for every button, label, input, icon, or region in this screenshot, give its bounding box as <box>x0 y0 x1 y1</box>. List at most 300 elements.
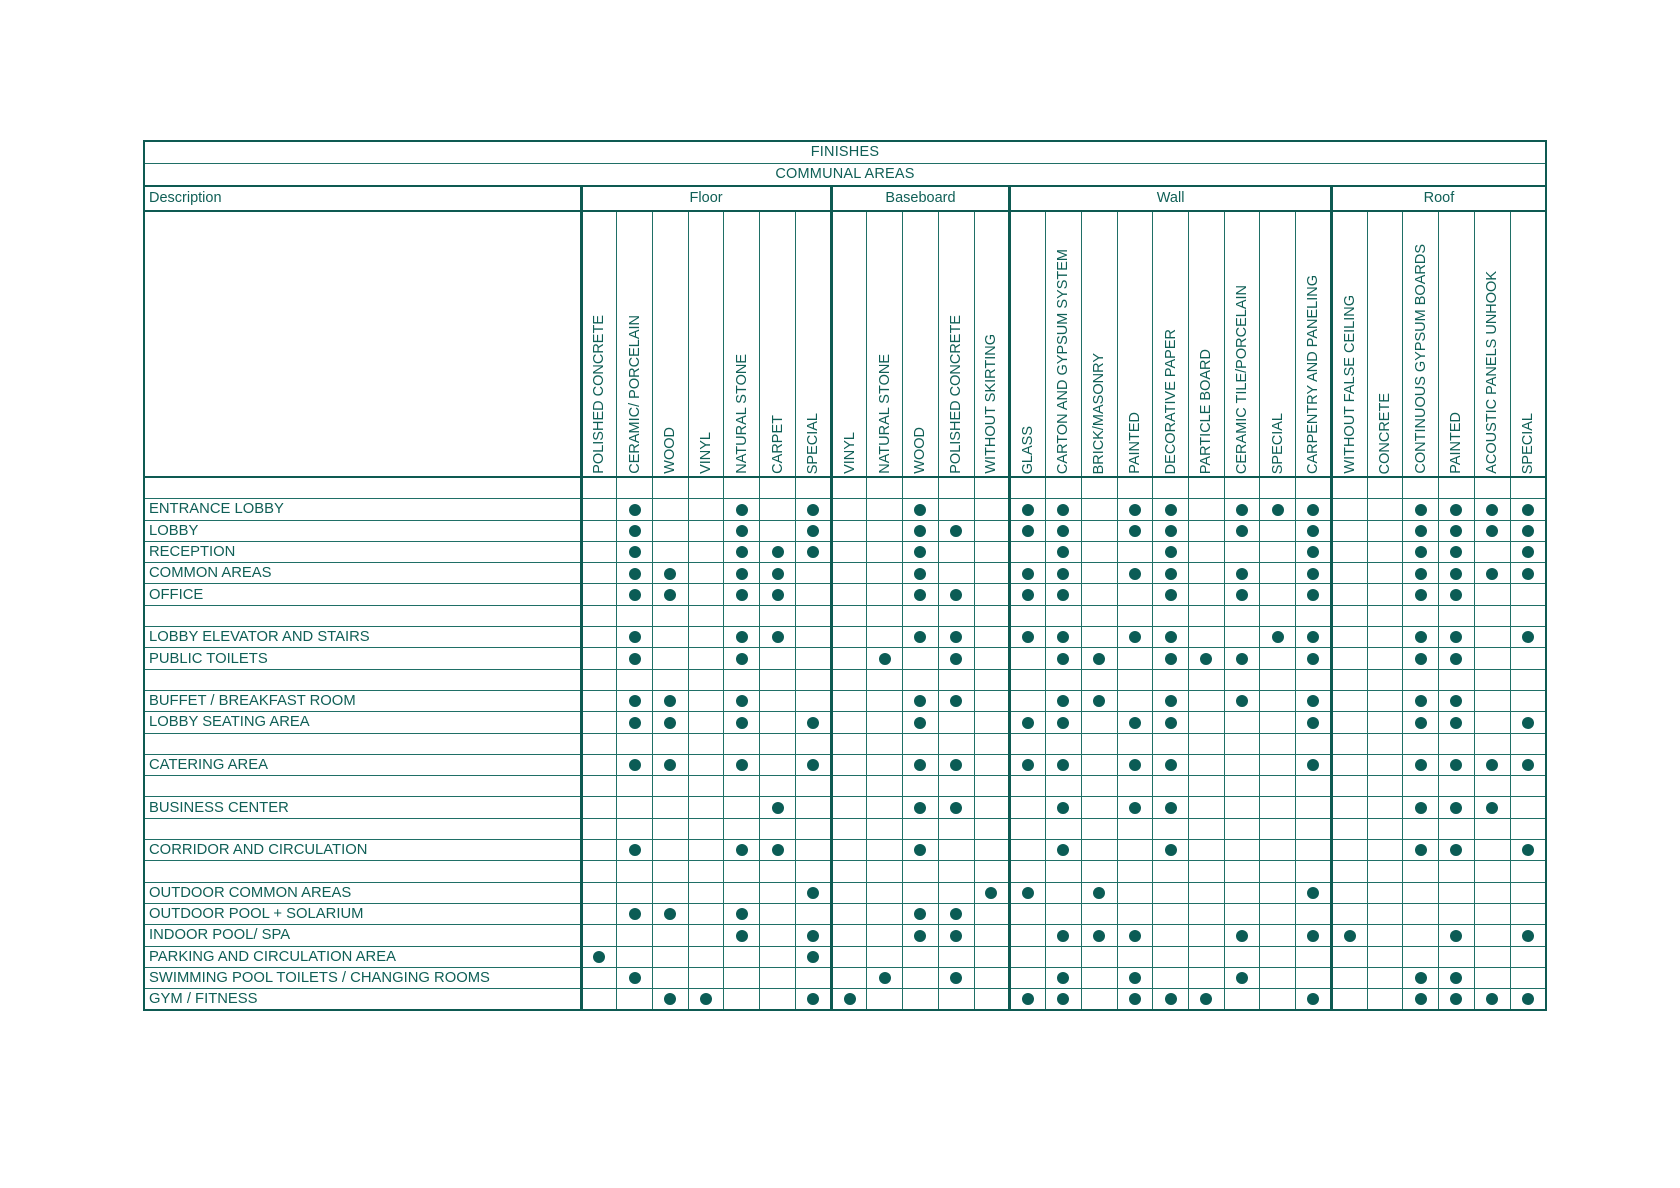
finish-cell <box>1046 797 1082 818</box>
finish-cell <box>1331 690 1367 711</box>
dot-marker-icon <box>1450 653 1462 665</box>
finish-cell <box>974 477 1010 499</box>
dot-marker-icon <box>1129 525 1141 537</box>
row-description <box>144 733 581 754</box>
finish-cell <box>724 989 760 1011</box>
finish-cell <box>1117 520 1153 541</box>
finish-cell <box>760 840 796 861</box>
finish-cell <box>1474 967 1510 988</box>
finish-cell <box>795 541 831 562</box>
finish-cell <box>1224 882 1260 903</box>
finish-cell <box>1403 989 1439 1011</box>
finish-cell <box>1296 925 1332 946</box>
finish-cell <box>974 733 1010 754</box>
finish-cell <box>1260 712 1296 733</box>
finish-cell <box>974 861 1010 882</box>
dot-marker-icon <box>950 653 962 665</box>
column-header <box>1153 211 1189 477</box>
dot-marker-icon <box>1307 993 1319 1005</box>
dot-marker-icon <box>629 717 641 729</box>
finish-cell <box>581 690 617 711</box>
finish-cell <box>1046 733 1082 754</box>
finish-cell <box>1117 882 1153 903</box>
finish-cell <box>1439 541 1475 562</box>
finish-cell <box>760 499 796 520</box>
finish-cell <box>652 861 688 882</box>
dot-marker-icon <box>1129 759 1141 771</box>
finish-cell <box>688 967 724 988</box>
column-header <box>1188 211 1224 477</box>
row-description: OUTDOOR POOL + SOLARIUM <box>144 903 581 924</box>
table-subtitle: COMMUNAL AREAS <box>144 164 1546 187</box>
finish-cell <box>1224 754 1260 775</box>
finish-cell <box>1046 541 1082 562</box>
dot-marker-icon <box>1307 695 1319 707</box>
dot-marker-icon <box>1022 504 1034 516</box>
finish-cell <box>1188 584 1224 605</box>
finish-cell <box>1367 690 1403 711</box>
finish-cell <box>1153 712 1189 733</box>
finish-cell <box>1331 861 1367 882</box>
finish-cell <box>974 584 1010 605</box>
finish-cell <box>1510 563 1546 584</box>
finish-cell <box>688 563 724 584</box>
dot-marker-icon <box>1450 525 1462 537</box>
finish-cell <box>1260 733 1296 754</box>
dot-marker-icon <box>1307 525 1319 537</box>
dot-marker-icon <box>736 908 748 920</box>
finish-cell <box>688 648 724 669</box>
dot-marker-icon <box>1200 993 1212 1005</box>
finish-cell <box>1260 903 1296 924</box>
finish-cell <box>795 690 831 711</box>
row-description: CATERING AREA <box>144 754 581 775</box>
finish-cell <box>652 967 688 988</box>
finish-cell <box>1439 840 1475 861</box>
column-header-label: DECORATIVE PAPER <box>1162 328 1179 474</box>
table-row <box>144 925 1546 946</box>
finish-cell <box>724 840 760 861</box>
finish-cell <box>617 967 653 988</box>
column-header-label: WITHOUT FALSE CEILING <box>1341 295 1358 474</box>
finish-cell <box>1474 648 1510 669</box>
finish-cell <box>795 776 831 797</box>
finish-cell <box>1403 946 1439 967</box>
dot-marker-icon <box>1486 568 1498 580</box>
finish-cell <box>652 925 688 946</box>
dot-marker-icon <box>1486 993 1498 1005</box>
finish-cell <box>1188 967 1224 988</box>
spacer-row <box>144 861 1546 882</box>
finish-cell <box>1046 584 1082 605</box>
finish-cell <box>1081 584 1117 605</box>
column-header <box>652 211 688 477</box>
finish-cell <box>617 818 653 839</box>
dot-marker-icon <box>807 887 819 899</box>
finish-cell <box>1296 563 1332 584</box>
dot-marker-icon <box>807 951 819 963</box>
finish-cell <box>581 967 617 988</box>
finish-cell <box>1117 733 1153 754</box>
dot-marker-icon <box>664 908 676 920</box>
finish-cell <box>1510 669 1546 690</box>
dot-marker-icon <box>736 504 748 516</box>
finish-cell <box>1224 989 1260 1011</box>
finish-cell <box>1510 648 1546 669</box>
finish-cell <box>1474 861 1510 882</box>
finish-cell <box>795 967 831 988</box>
finish-cell <box>1153 840 1189 861</box>
finish-cell <box>1510 520 1546 541</box>
column-header <box>1296 211 1332 477</box>
finish-cell <box>1296 477 1332 499</box>
finish-cell <box>1046 946 1082 967</box>
dot-marker-icon <box>1165 525 1177 537</box>
finish-cell <box>688 733 724 754</box>
finish-cell <box>1510 903 1546 924</box>
finish-cell <box>795 925 831 946</box>
finish-cell <box>1081 690 1117 711</box>
finish-cell <box>1403 669 1439 690</box>
finish-cell <box>795 733 831 754</box>
finish-cell <box>1474 669 1510 690</box>
finish-cell <box>1474 903 1510 924</box>
finish-cell <box>1081 733 1117 754</box>
finish-cell <box>1117 776 1153 797</box>
column-header <box>1117 211 1153 477</box>
finish-cell <box>795 946 831 967</box>
finish-cell <box>974 818 1010 839</box>
dot-marker-icon <box>1450 993 1462 1005</box>
finish-cell <box>1474 946 1510 967</box>
finish-cell <box>1367 861 1403 882</box>
row-description <box>144 818 581 839</box>
dot-marker-icon <box>1522 546 1534 558</box>
dot-marker-icon <box>1450 717 1462 729</box>
dot-marker-icon <box>1307 568 1319 580</box>
finish-cell <box>1117 967 1153 988</box>
finish-cell <box>688 520 724 541</box>
dot-marker-icon <box>1057 589 1069 601</box>
finish-cell <box>688 669 724 690</box>
column-header-label: NATURAL STONE <box>733 354 750 474</box>
finish-cell <box>1224 648 1260 669</box>
finish-cell <box>974 967 1010 988</box>
finish-cell <box>1296 861 1332 882</box>
finish-cell <box>1010 733 1046 754</box>
finish-cell <box>1081 520 1117 541</box>
finish-cell <box>1367 733 1403 754</box>
finish-cell <box>581 669 617 690</box>
dot-marker-icon <box>1307 759 1319 771</box>
finish-cell <box>974 712 1010 733</box>
finish-cell <box>760 882 796 903</box>
finish-cell <box>1331 584 1367 605</box>
finish-cell <box>617 754 653 775</box>
finish-cell <box>724 882 760 903</box>
dot-marker-icon <box>629 546 641 558</box>
dot-marker-icon <box>1093 653 1105 665</box>
finish-cell <box>1010 818 1046 839</box>
dot-marker-icon <box>1165 695 1177 707</box>
finish-cell <box>1010 520 1046 541</box>
finish-cell <box>724 903 760 924</box>
finish-cell <box>831 563 867 584</box>
finish-cell <box>867 925 903 946</box>
finish-cell <box>1510 499 1546 520</box>
column-header-label: WOOD <box>912 427 929 474</box>
finish-cell <box>867 776 903 797</box>
dot-marker-icon <box>1450 631 1462 643</box>
finish-cell <box>617 903 653 924</box>
finish-cell <box>795 754 831 775</box>
dot-marker-icon <box>1522 631 1534 643</box>
finish-cell <box>1367 520 1403 541</box>
finish-cell <box>1224 946 1260 967</box>
finish-cell <box>1260 797 1296 818</box>
dot-marker-icon <box>807 546 819 558</box>
dot-marker-icon <box>736 844 748 856</box>
finish-cell <box>1224 903 1260 924</box>
finish-cell <box>1367 840 1403 861</box>
finish-cell <box>867 840 903 861</box>
finish-cell <box>760 712 796 733</box>
finish-cell <box>938 733 974 754</box>
finish-cell <box>1367 882 1403 903</box>
finish-cell <box>1367 563 1403 584</box>
finish-cell <box>1153 627 1189 648</box>
dot-marker-icon <box>1522 717 1534 729</box>
column-header-label: WITHOUT SKIRTING <box>983 334 1000 474</box>
dot-marker-icon <box>1307 887 1319 899</box>
finish-cell <box>1188 541 1224 562</box>
finish-cell <box>581 797 617 818</box>
finish-cell <box>1510 584 1546 605</box>
finish-cell <box>1224 477 1260 499</box>
dot-marker-icon <box>1129 993 1141 1005</box>
finish-cell <box>1403 541 1439 562</box>
finish-cell <box>724 477 760 499</box>
finish-cell <box>1153 733 1189 754</box>
finish-cell <box>1439 477 1475 499</box>
finish-cell <box>1153 584 1189 605</box>
finish-cell <box>1331 733 1367 754</box>
finish-cell <box>867 989 903 1011</box>
column-header-label: CARPENTRY AND PANELING <box>1305 274 1322 474</box>
finish-cell <box>1367 477 1403 499</box>
finish-cell <box>724 563 760 584</box>
finish-cell <box>974 648 1010 669</box>
finish-cell <box>974 627 1010 648</box>
finish-cell <box>903 648 939 669</box>
finish-cell <box>795 840 831 861</box>
spacer-row <box>144 669 1546 690</box>
finishes-table <box>143 140 1547 1011</box>
finish-cell <box>1046 648 1082 669</box>
finish-cell <box>1081 669 1117 690</box>
finish-cell <box>724 499 760 520</box>
finish-cell <box>1224 925 1260 946</box>
finish-cell <box>1439 861 1475 882</box>
row-description: LOBBY SEATING AREA <box>144 712 581 733</box>
finish-cell <box>795 861 831 882</box>
finish-cell <box>1224 563 1260 584</box>
finish-cell <box>688 861 724 882</box>
dot-marker-icon <box>844 993 856 1005</box>
row-description: BUSINESS CENTER <box>144 797 581 818</box>
dot-marker-icon <box>772 844 784 856</box>
finish-cell <box>1010 669 1046 690</box>
group-header-floor: Floor <box>581 186 831 211</box>
dot-marker-icon <box>1057 631 1069 643</box>
finish-cell <box>795 797 831 818</box>
dot-marker-icon <box>1236 589 1248 601</box>
dot-marker-icon <box>1165 993 1177 1005</box>
finish-cell <box>581 818 617 839</box>
dot-marker-icon <box>593 951 605 963</box>
column-header <box>1474 211 1510 477</box>
finish-cell <box>652 818 688 839</box>
finish-cell <box>1331 840 1367 861</box>
finish-cell <box>1081 967 1117 988</box>
finish-cell <box>1260 627 1296 648</box>
finish-cell <box>1403 712 1439 733</box>
column-header-label: VINYL <box>698 432 715 474</box>
row-description <box>144 605 581 626</box>
finish-cell <box>1260 669 1296 690</box>
finish-cell <box>1010 541 1046 562</box>
finish-cell <box>1367 541 1403 562</box>
finish-cell <box>867 690 903 711</box>
finish-cell <box>760 648 796 669</box>
finish-cell <box>1331 520 1367 541</box>
finish-cell <box>688 882 724 903</box>
finish-cell <box>1046 669 1082 690</box>
finish-cell <box>1046 840 1082 861</box>
finish-cell <box>1439 989 1475 1011</box>
finish-cell <box>724 690 760 711</box>
finish-cell <box>795 605 831 626</box>
finish-cell <box>1510 818 1546 839</box>
table-title: FINISHES <box>144 141 1546 164</box>
finish-cell <box>1010 946 1046 967</box>
finish-cell <box>1439 733 1475 754</box>
finish-cell <box>795 882 831 903</box>
finish-cell <box>974 946 1010 967</box>
finish-cell <box>1439 605 1475 626</box>
finish-cell <box>831 499 867 520</box>
finish-cell <box>867 627 903 648</box>
finish-cell <box>1081 627 1117 648</box>
finish-cell <box>724 861 760 882</box>
finish-cell <box>938 925 974 946</box>
dot-marker-icon <box>914 759 926 771</box>
dot-marker-icon <box>1236 504 1248 516</box>
finish-cell <box>867 669 903 690</box>
finish-cell <box>1510 989 1546 1011</box>
dot-marker-icon <box>1165 653 1177 665</box>
finish-cell <box>903 563 939 584</box>
finish-cell <box>652 712 688 733</box>
finish-cell <box>1046 499 1082 520</box>
column-header <box>581 211 617 477</box>
finish-cell <box>831 946 867 967</box>
column-header <box>1367 211 1403 477</box>
finish-cell <box>1010 605 1046 626</box>
finish-cell <box>1331 818 1367 839</box>
dot-marker-icon <box>914 930 926 942</box>
finish-cell <box>938 563 974 584</box>
finish-cell <box>1224 520 1260 541</box>
dot-marker-icon <box>1415 844 1427 856</box>
finish-cell <box>1010 584 1046 605</box>
finish-cell <box>831 605 867 626</box>
finish-cell <box>1367 967 1403 988</box>
finish-cell <box>938 967 974 988</box>
finish-cell <box>1296 989 1332 1011</box>
dot-marker-icon <box>1450 504 1462 516</box>
finish-cell <box>1010 477 1046 499</box>
finish-cell <box>1367 903 1403 924</box>
finish-cell <box>760 520 796 541</box>
dot-marker-icon <box>772 802 784 814</box>
finish-cell <box>760 690 796 711</box>
finish-cell <box>938 520 974 541</box>
dot-marker-icon <box>1486 525 1498 537</box>
finish-cell <box>760 925 796 946</box>
finish-cell <box>1296 690 1332 711</box>
dot-marker-icon <box>1057 972 1069 984</box>
finish-cell <box>831 840 867 861</box>
finish-cell <box>1046 776 1082 797</box>
finish-cell <box>1117 648 1153 669</box>
finish-cell <box>1439 584 1475 605</box>
dot-marker-icon <box>879 653 891 665</box>
dot-marker-icon <box>1522 568 1534 580</box>
finish-cell <box>1403 690 1439 711</box>
column-header-label: PAINTED <box>1126 412 1143 474</box>
finish-cell <box>724 669 760 690</box>
column-header-label: PARTICLE BOARD <box>1198 348 1215 474</box>
finish-cell <box>867 477 903 499</box>
finish-cell <box>617 648 653 669</box>
finish-cell <box>1474 776 1510 797</box>
finish-cell <box>724 712 760 733</box>
finish-cell <box>724 520 760 541</box>
finish-cell <box>1367 754 1403 775</box>
finish-cell <box>1296 627 1332 648</box>
finish-cell <box>1510 925 1546 946</box>
dot-marker-icon <box>736 759 748 771</box>
finish-cell <box>1439 520 1475 541</box>
finish-cell <box>867 733 903 754</box>
dot-marker-icon <box>914 908 926 920</box>
column-header <box>724 211 760 477</box>
finish-cell <box>1010 989 1046 1011</box>
finish-cell <box>1046 627 1082 648</box>
finish-cell <box>1260 605 1296 626</box>
finish-cell <box>1188 520 1224 541</box>
finish-cell <box>831 648 867 669</box>
finish-cell <box>831 754 867 775</box>
dot-marker-icon <box>807 504 819 516</box>
finish-cell <box>617 499 653 520</box>
dot-marker-icon <box>664 589 676 601</box>
dot-marker-icon <box>1450 589 1462 601</box>
finish-cell <box>974 903 1010 924</box>
dot-marker-icon <box>1129 504 1141 516</box>
finish-cell <box>867 754 903 775</box>
